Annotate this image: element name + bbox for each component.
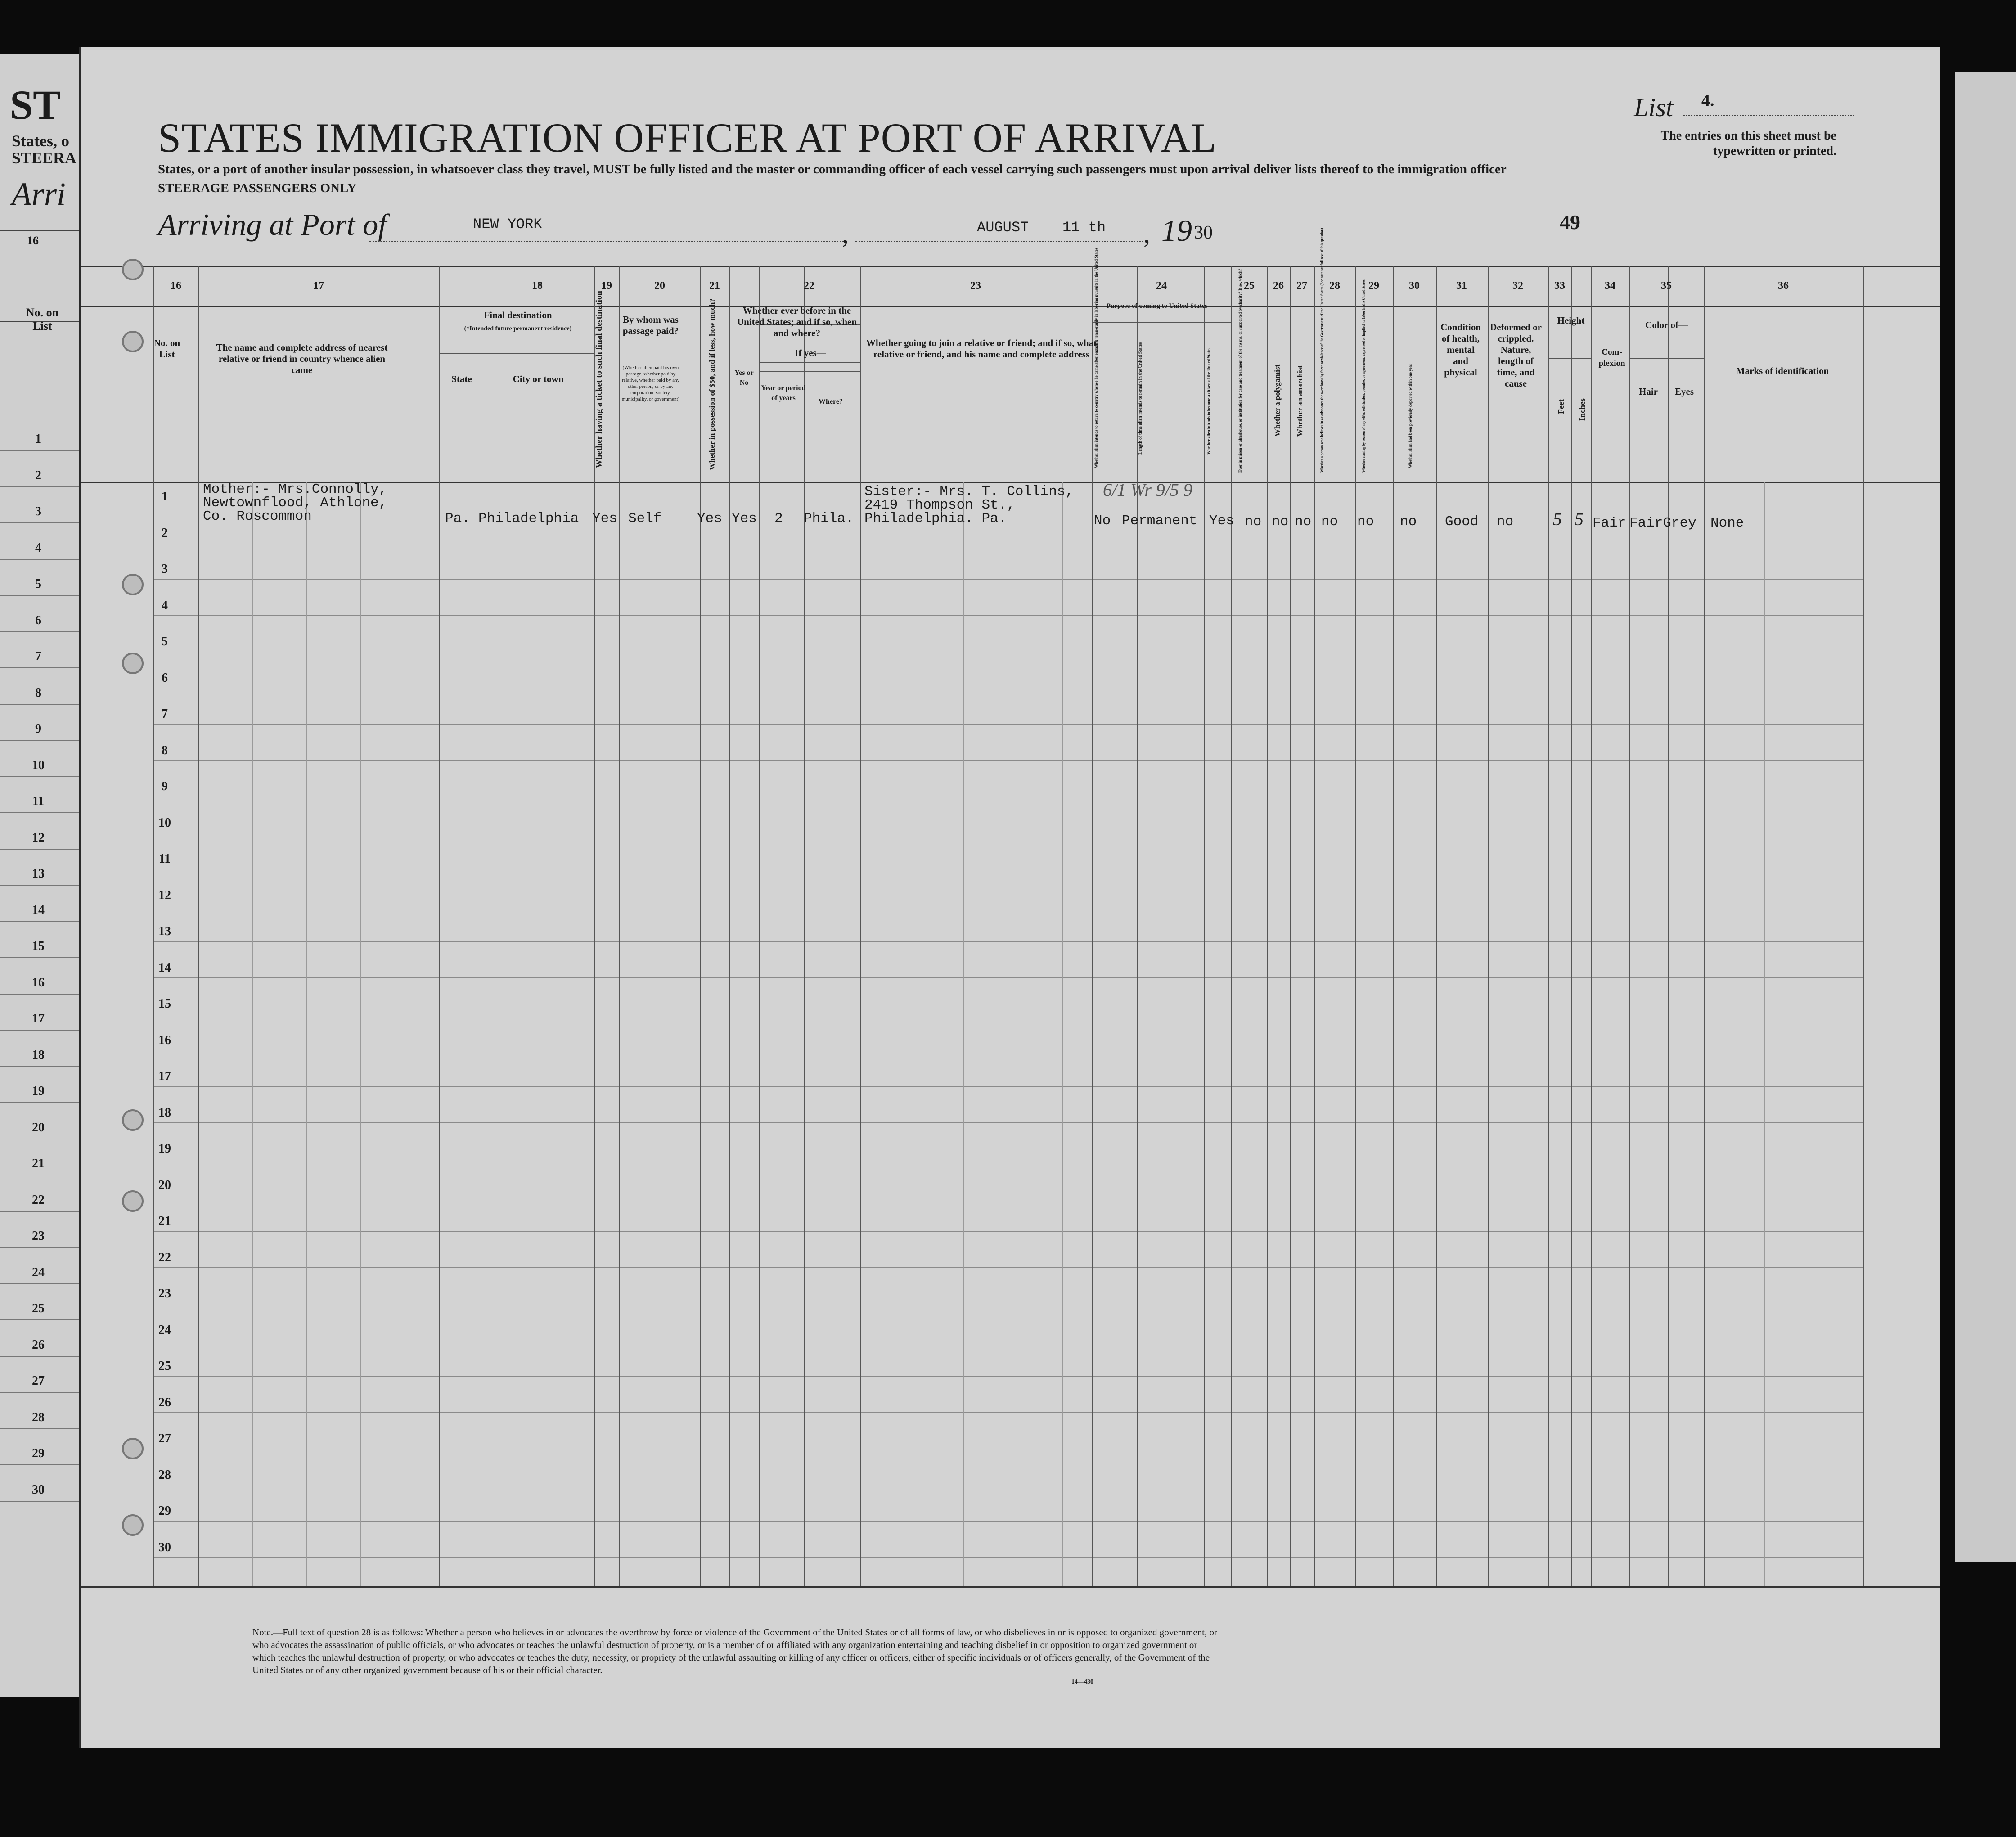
grid-rule bbox=[1436, 266, 1437, 1586]
punch-hole bbox=[122, 1438, 144, 1459]
overthrow-value: no bbox=[1321, 514, 1338, 530]
header-ever-before: Whether ever before in the United States; and if so, when and where? bbox=[737, 305, 857, 338]
grid-rule bbox=[619, 266, 620, 1586]
grid-rule bbox=[153, 724, 1863, 725]
row-number: 15 bbox=[158, 997, 171, 1011]
column-number: 33 bbox=[1554, 280, 1565, 292]
row-number: 7 bbox=[162, 707, 168, 721]
next-page-strip bbox=[1955, 72, 2016, 1562]
grid-rule bbox=[153, 1557, 1863, 1558]
left-row-rule bbox=[0, 486, 81, 487]
row-number: 12 bbox=[158, 888, 171, 902]
footnote-question-28: Note.—Full text of question 28 is as follows: Whether a person who believes in or advocates the overthrow by force or violence of the Government of the United States or of all forms of law, or who disbelieves in or is opposed to organized government, or who advocates the assassination of public officials, or who advocates or teaches the unlawful destruction of property, or is a member of or affiliated with any organization entertaining and teaching disbelief in or opposition to organized government or which teaches the unlawful destruction of property, or who advocates or teaches the duty, necessity, or propriety of the unlawful assaulting or killing of any officer or officers, either of specific individuals or of officers generally, of the Government of the United States or of any other organized government because of his or their official character. bbox=[252, 1627, 1218, 1675]
grid-rule bbox=[1629, 358, 1704, 359]
header-anarchist: Whether an anarchist bbox=[1296, 365, 1304, 437]
stay-length-value: Permanent bbox=[1122, 513, 1197, 529]
grid-rule bbox=[153, 941, 1863, 942]
grid-rule bbox=[1267, 266, 1268, 1586]
left-row-rule bbox=[0, 776, 81, 777]
grid-rule bbox=[1137, 266, 1138, 1586]
column-number: 27 bbox=[1296, 280, 1307, 292]
left-row-number: 22 bbox=[32, 1193, 45, 1207]
grid-rule bbox=[804, 266, 805, 1586]
column-number: 20 bbox=[654, 280, 665, 292]
header-prison: Ever in prison or almshouse, or institution for care and treatment of the insane, or supported by charity? If so, which? bbox=[1238, 268, 1242, 473]
left-row-number: 5 bbox=[35, 577, 41, 591]
header-inches: Inches bbox=[1578, 398, 1587, 421]
fifty-value: Yes bbox=[697, 511, 722, 527]
grid-rule bbox=[759, 362, 860, 363]
grid-rule bbox=[439, 353, 594, 354]
left-row-number: 20 bbox=[32, 1120, 45, 1135]
typewritten-note: The entries on this sheet must be typewritten or printed. bbox=[1660, 129, 1836, 158]
list-underline bbox=[1683, 115, 1854, 116]
row-number: 16 bbox=[158, 1033, 171, 1047]
left-row-rule bbox=[0, 1356, 81, 1357]
left-row-rule bbox=[0, 631, 81, 632]
left-row-number: 13 bbox=[32, 867, 45, 881]
left-row-number: 25 bbox=[32, 1301, 45, 1315]
header-fifty-dollars: Whether in possession of $50, and if less, how much? bbox=[708, 298, 716, 470]
column-number: 32 bbox=[1512, 280, 1523, 292]
column-number: 24 bbox=[1156, 280, 1167, 292]
grid-rule bbox=[252, 482, 253, 1586]
grid-rule bbox=[153, 1376, 1863, 1377]
row-number: 25 bbox=[158, 1359, 171, 1373]
grid-rule bbox=[1092, 322, 1231, 323]
complexion-value: Fair bbox=[1593, 515, 1626, 531]
grid-rule bbox=[1290, 266, 1291, 1586]
anarchist-value: no bbox=[1295, 514, 1312, 530]
left-row-number: 17 bbox=[32, 1012, 45, 1026]
left-row-rule bbox=[0, 1247, 81, 1248]
column-number: 18 bbox=[532, 280, 543, 292]
column-number: 30 bbox=[1409, 280, 1420, 292]
row-number: 2 bbox=[162, 526, 168, 540]
grid-rule bbox=[81, 266, 1940, 267]
left-row-number: 24 bbox=[32, 1265, 45, 1279]
port-value: NEW YORK bbox=[473, 216, 542, 233]
instruction-line: States, or a port of another insular possession, in whatsoever class they travel, MUST be fully listed and the master or commanding officer of each vessel carrying such passengers must upon arrival deliver lists thereof to the immigration officer bbox=[158, 162, 1507, 176]
header-city: City or town bbox=[513, 374, 564, 384]
column-number: 19 bbox=[601, 280, 612, 292]
column-number: 29 bbox=[1368, 280, 1379, 292]
row-number: 29 bbox=[158, 1504, 171, 1518]
left-row-number: 11 bbox=[32, 794, 45, 808]
row-number: 1 bbox=[162, 490, 168, 504]
grid-rule bbox=[1591, 266, 1592, 1586]
left-row-rule bbox=[0, 1464, 81, 1465]
left-row-number: 9 bbox=[35, 722, 41, 736]
left-row-number: 14 bbox=[32, 903, 45, 917]
header-no-on-list: No. on List bbox=[153, 338, 180, 360]
relative-line3: Co. Roscommon bbox=[203, 509, 312, 524]
left-row-rule bbox=[0, 1066, 81, 1067]
grid-rule bbox=[1704, 266, 1705, 1586]
row-number: 27 bbox=[158, 1432, 171, 1445]
arriving-label: Arriving at Port of bbox=[158, 207, 387, 242]
left-row-number: 23 bbox=[32, 1229, 45, 1243]
header-year-period: Year or period of years bbox=[761, 384, 806, 402]
row-number: 18 bbox=[158, 1105, 171, 1120]
left-arriving-fragment: Arri bbox=[12, 176, 66, 212]
punch-hole bbox=[122, 653, 144, 674]
punch-hole bbox=[122, 1109, 144, 1131]
row-number: 5 bbox=[162, 635, 168, 648]
grid-rule bbox=[153, 579, 1863, 580]
grid-rule bbox=[1548, 358, 1591, 359]
grid-rule bbox=[360, 482, 361, 1586]
column-number: 28 bbox=[1329, 280, 1340, 292]
header-final-destination-note: (*Intended future permanent residence) bbox=[464, 325, 572, 332]
left-row-rule bbox=[0, 957, 81, 958]
date-day: 11 th bbox=[1062, 219, 1106, 236]
comma: , bbox=[1143, 219, 1150, 248]
header-feet: Feet bbox=[1557, 399, 1566, 414]
left-row-rule bbox=[0, 994, 81, 995]
year-prefix: 19 bbox=[1161, 213, 1192, 248]
handwritten-annotation: 6/1 Wr 9/5 9 bbox=[1103, 480, 1192, 500]
column-number: 36 bbox=[1778, 280, 1789, 292]
grid-rule bbox=[1393, 266, 1394, 1586]
date-month: AUGUST bbox=[977, 219, 1029, 236]
form-code: 14—430 bbox=[1071, 1679, 1094, 1685]
grid-rule bbox=[153, 1086, 1863, 1087]
row-number: 10 bbox=[158, 815, 171, 830]
left-row-number: 2 bbox=[35, 468, 41, 482]
left-row-rule bbox=[0, 522, 81, 523]
grid-rule bbox=[1764, 482, 1765, 1586]
header-purpose-return: Whether alien intends to return to country whence he came after engaging temporarily in laboring pursuits in the United States bbox=[1094, 248, 1098, 468]
left-row-rule bbox=[0, 885, 81, 886]
row-number: 20 bbox=[158, 1178, 171, 1192]
left-row-rule bbox=[0, 704, 81, 705]
row-number: 3 bbox=[162, 562, 168, 576]
grid-rule bbox=[759, 371, 860, 372]
grid-rule bbox=[1204, 266, 1205, 1586]
left-row-number: 19 bbox=[32, 1084, 45, 1098]
row-number: 14 bbox=[158, 960, 171, 975]
header-if-yes: If yes— bbox=[795, 347, 826, 358]
left-row-rule bbox=[0, 740, 81, 741]
grid-rule bbox=[700, 266, 701, 1586]
relative-line1: Mother:- Mrs.Connolly, bbox=[203, 482, 387, 497]
left-row-number: 15 bbox=[32, 939, 45, 953]
punch-hole bbox=[122, 331, 144, 352]
column-number: 16 bbox=[171, 280, 181, 292]
header-purpose-citizen: Whether alien intends to become a citizen of the United States bbox=[1206, 347, 1211, 455]
header-deported: Whether alien had been previously deported within one year bbox=[1408, 363, 1413, 468]
left-row-rule bbox=[0, 1319, 81, 1320]
previous-page-strip bbox=[0, 54, 81, 1697]
list-number: 4. bbox=[1701, 91, 1714, 110]
header-ticket: Whether having a ticket to such final destination bbox=[594, 291, 604, 468]
left-row-rule bbox=[0, 1030, 81, 1031]
header-joining: Whether going to join a relative or friend; and if so, what relative or friend, and his name and complete address bbox=[866, 338, 1097, 360]
left-row-rule bbox=[0, 1211, 81, 1212]
grid-rule bbox=[153, 1231, 1863, 1232]
left-row-number: 27 bbox=[32, 1374, 45, 1388]
left-row-rule bbox=[0, 667, 81, 668]
left-row-number: 12 bbox=[32, 830, 45, 845]
left-row-rule bbox=[0, 559, 81, 560]
header-labor-offer: Whether coming by reason of any offer, solicitation, promise, or agreement, expressed or implied, to labor in the United States bbox=[1362, 279, 1366, 473]
grid-rule bbox=[153, 1521, 1863, 1522]
column-number: 23 bbox=[970, 280, 981, 292]
list-label: List bbox=[1634, 93, 1674, 122]
manifest-sheet bbox=[79, 47, 1940, 1748]
join-line2: 2419 Thompson St., bbox=[864, 497, 1015, 513]
polygamist-value: no bbox=[1272, 514, 1289, 530]
grid-rule bbox=[860, 266, 861, 1586]
return-value: No bbox=[1094, 513, 1111, 529]
header-complexion: Com- plexion bbox=[1598, 347, 1625, 368]
column-number: 31 bbox=[1456, 280, 1467, 292]
inches-value: 5 bbox=[1575, 509, 1584, 529]
left-row-number: 8 bbox=[35, 685, 41, 700]
header-passage-paid: By whom was passage paid? bbox=[622, 314, 679, 336]
health-value: Good bbox=[1445, 514, 1479, 530]
row-number: 11 bbox=[158, 852, 171, 866]
left-row-number: 16 bbox=[32, 975, 45, 990]
left-row-number: 30 bbox=[32, 1482, 45, 1497]
labor-offer-value: no bbox=[1357, 514, 1374, 530]
left-row-rule bbox=[0, 849, 81, 850]
column-number: 26 bbox=[1273, 280, 1284, 292]
grid-rule bbox=[963, 482, 964, 1586]
header-state: State bbox=[451, 374, 472, 384]
page-title: STATES IMMIGRATION OFFICER AT PORT OF ARRIVAL bbox=[158, 115, 1217, 161]
left-row-number: 1 bbox=[35, 432, 41, 446]
grid-rule bbox=[439, 266, 440, 1586]
row-number: 30 bbox=[158, 1540, 171, 1554]
grid-rule bbox=[1668, 266, 1669, 1586]
left-row-rule bbox=[0, 595, 81, 596]
grid-rule bbox=[153, 615, 1863, 616]
relative-line2: Newtownflood, Athlone, bbox=[203, 495, 387, 511]
where-value: Phila. bbox=[804, 511, 854, 527]
row-number: 23 bbox=[158, 1287, 171, 1301]
years-value: 2 bbox=[774, 511, 783, 527]
passage-value: Self bbox=[628, 511, 662, 527]
left-row-rule bbox=[0, 1428, 81, 1429]
header-purpose: Purpose of coming to United States bbox=[1106, 302, 1208, 310]
left-row-number: 26 bbox=[32, 1337, 45, 1352]
header-polygamist: Whether a polygamist bbox=[1273, 364, 1282, 437]
row-number: 13 bbox=[158, 924, 171, 938]
left-row-number: 4 bbox=[35, 540, 41, 555]
grid-rule bbox=[153, 977, 1863, 978]
left-col-number: 16 bbox=[27, 234, 39, 247]
header-eyes: Eyes bbox=[1675, 386, 1694, 397]
grid-rule bbox=[153, 760, 1863, 761]
punch-hole bbox=[122, 259, 144, 280]
grid-rule bbox=[759, 266, 760, 1586]
column-number: 22 bbox=[804, 280, 814, 292]
left-row-rule bbox=[0, 1392, 81, 1393]
left-col-header: No. on List bbox=[26, 306, 59, 333]
citizen-value: Yes bbox=[1209, 513, 1234, 529]
grid-rule bbox=[81, 306, 1940, 307]
row-number: 8 bbox=[162, 743, 168, 757]
row-number: 21 bbox=[158, 1214, 171, 1228]
been-before-value: Yes bbox=[732, 511, 757, 527]
join-line3: Philadelphia. Pa. bbox=[864, 511, 1007, 527]
left-title-fragment: ST bbox=[10, 82, 61, 128]
left-row-rule bbox=[0, 1102, 81, 1103]
header-passage-note: (Whether alien paid his own passage, whether paid by relative, whether paid by any other person, or by any corporation, society, municipality, or government) bbox=[621, 365, 680, 402]
row-number: 9 bbox=[162, 779, 168, 793]
header-deformed: Deformed or crippled. Nature, length of time, and cause bbox=[1490, 322, 1542, 389]
date-dotted-line bbox=[855, 241, 1143, 242]
column-number: 34 bbox=[1605, 280, 1616, 292]
grid-rule bbox=[1062, 482, 1063, 1586]
prison-value: no bbox=[1245, 514, 1262, 530]
grid-rule bbox=[1548, 266, 1549, 1586]
grid-rule bbox=[1314, 266, 1315, 1586]
grid-rule bbox=[153, 1412, 1863, 1413]
left-line2: STEERA bbox=[12, 149, 77, 167]
grid-rule bbox=[1355, 266, 1356, 1586]
left-row-rule bbox=[0, 450, 81, 451]
deformed-value: no bbox=[1497, 514, 1514, 530]
header-health: Condition of health, mental and physical bbox=[1440, 322, 1481, 378]
header-nearest-relative: The name and complete address of nearest relative or friend in country whence alien came bbox=[216, 342, 388, 375]
left-row-number: 10 bbox=[32, 758, 45, 772]
header-height: Height bbox=[1557, 315, 1585, 326]
row-number: 6 bbox=[162, 671, 168, 685]
left-row-number: 3 bbox=[35, 504, 41, 518]
join-line1: Sister:- Mrs. T. Collins, bbox=[864, 484, 1074, 500]
left-row-rule bbox=[0, 921, 81, 922]
grid-rule bbox=[1629, 266, 1630, 1586]
left-row-number: 29 bbox=[32, 1446, 45, 1460]
left-row-number: 28 bbox=[32, 1410, 45, 1424]
punch-hole bbox=[122, 1190, 144, 1212]
header-purpose-length: Length of time alien intends to remain in the United States bbox=[1138, 342, 1143, 455]
year-suffix: 30 bbox=[1194, 222, 1213, 243]
grid-rule bbox=[306, 482, 307, 1586]
column-number: 17 bbox=[313, 280, 324, 292]
column-number: 35 bbox=[1661, 280, 1672, 292]
steerage-label: STEERAGE PASSENGERS ONLY bbox=[158, 181, 357, 195]
grid-rule bbox=[1231, 266, 1232, 1586]
row-number: 28 bbox=[158, 1468, 171, 1482]
grid-rule bbox=[81, 1586, 1940, 1588]
comma: , bbox=[842, 219, 849, 248]
port-dotted-line bbox=[369, 241, 846, 242]
ticket-value: Yes bbox=[592, 511, 617, 527]
sheet-number: 49 bbox=[1560, 211, 1580, 234]
left-row-number: 6 bbox=[35, 613, 41, 627]
left-row-rule bbox=[0, 1283, 81, 1284]
header-hair: Hair bbox=[1639, 386, 1658, 397]
grid-rule bbox=[1863, 266, 1864, 1586]
grid-rule bbox=[1571, 266, 1572, 1586]
left-row-number: 18 bbox=[32, 1048, 45, 1062]
left-line1: States, o bbox=[12, 132, 69, 150]
punch-hole bbox=[122, 574, 144, 595]
header-final-destination: Final destination bbox=[484, 310, 552, 320]
header-where: Where? bbox=[819, 398, 843, 405]
column-number: 25 bbox=[1244, 280, 1255, 292]
marks-value: None bbox=[1710, 515, 1744, 531]
header-marks: Marks of identification bbox=[1736, 365, 1829, 376]
left-row-number: 7 bbox=[35, 649, 41, 663]
row-number: 4 bbox=[162, 598, 168, 612]
feet-value: 5 bbox=[1553, 509, 1562, 529]
grid-rule bbox=[729, 266, 730, 1586]
header-color-of: Color of— bbox=[1645, 320, 1688, 330]
left-row-rule bbox=[0, 812, 81, 813]
row-number: 22 bbox=[158, 1250, 171, 1265]
left-row-number: 21 bbox=[32, 1157, 45, 1171]
row-number: 26 bbox=[158, 1395, 171, 1409]
grid-rule bbox=[1488, 266, 1489, 1586]
column-number: 21 bbox=[709, 280, 720, 292]
header-overthrow: Whether a person who believes in or advocates the overthrow by force or violence of the Government of the United States (See note for full text of this question) bbox=[1320, 228, 1324, 473]
dest-city: Philadelphia bbox=[478, 511, 579, 527]
grid-rule bbox=[1092, 266, 1093, 1586]
grid-rule bbox=[481, 266, 482, 1586]
dest-state: Pa. bbox=[445, 511, 470, 527]
grid-rule bbox=[198, 266, 199, 1586]
left-row-rule bbox=[0, 1501, 81, 1502]
header-yes-no: Yes or No bbox=[734, 369, 754, 387]
row-number: 24 bbox=[158, 1323, 171, 1337]
row-number: 19 bbox=[158, 1142, 171, 1156]
punch-hole bbox=[122, 1514, 144, 1536]
row-number: 17 bbox=[158, 1069, 171, 1083]
deported-value: no bbox=[1400, 514, 1417, 530]
hair-eyes-value: FairGrey bbox=[1629, 515, 1696, 531]
grid-rule bbox=[153, 1267, 1863, 1268]
grid-rule bbox=[153, 1122, 1863, 1123]
